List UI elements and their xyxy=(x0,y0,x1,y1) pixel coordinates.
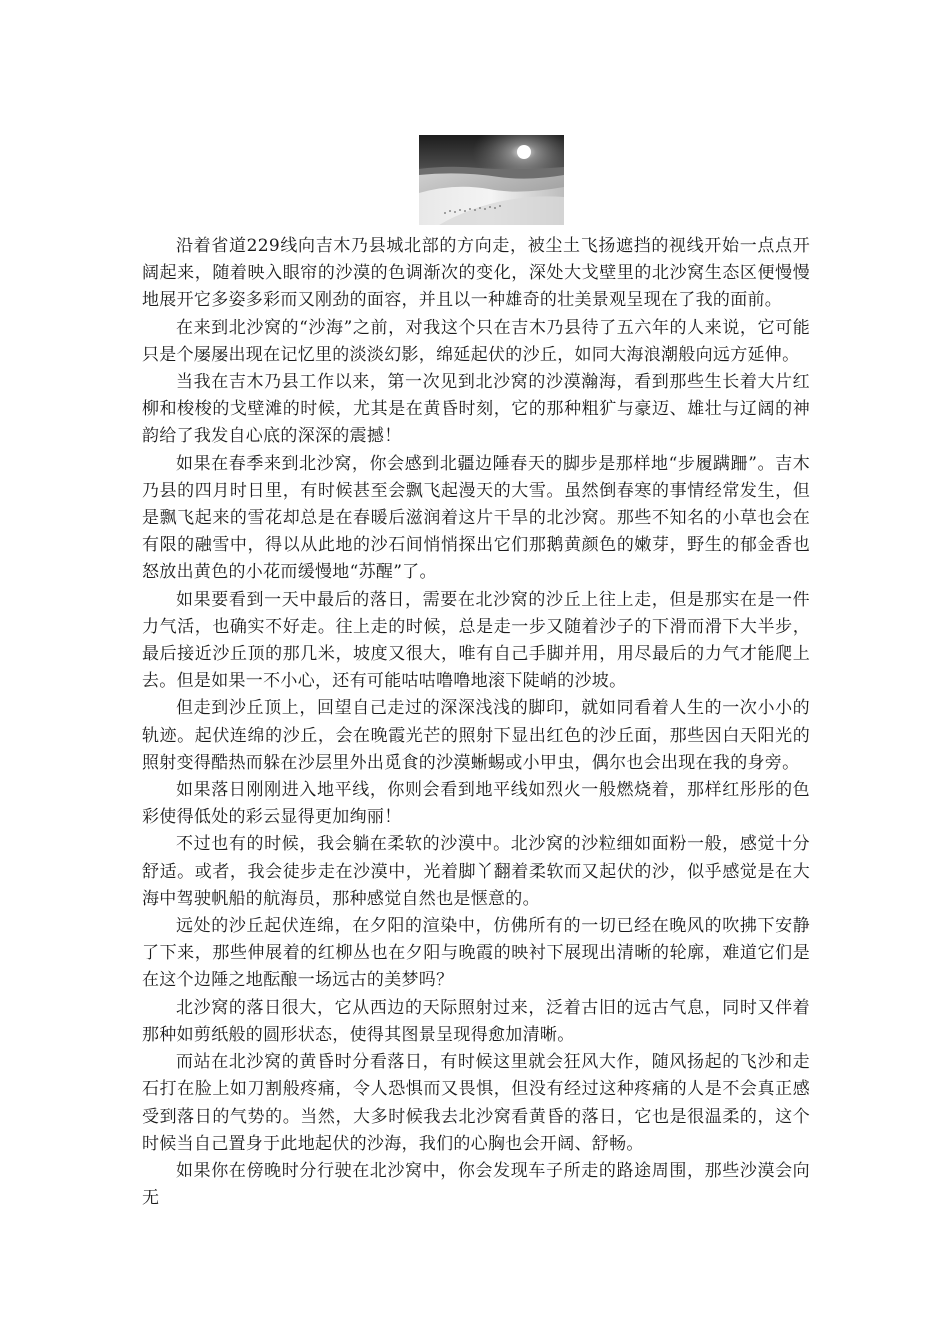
paragraph-12: 如果你在傍晚时分行驶在北沙窝中，你会发现车子所走的路途周围，那些沙漠会向无 xyxy=(142,1160,810,1209)
paragraph-7: 如果落日刚刚进入地平线，你则会看到地平线如烈火一般燃烧着，那样红彤彤的色彩使得低处的彩云显得更加绚丽！ xyxy=(142,780,810,828)
desert-sunset-image xyxy=(419,135,564,225)
paragraph-2: 在来到北沙窝的“沙海”之前，对我这个只在吉木乃县待了五六年的人来说，它可能只是个屡屡出现在记忆里的淡淡幻影，绵延起伏的沙丘，如同大海浪潮般向远方延伸。 xyxy=(142,317,810,365)
paragraph-4: 如果在春季来到北沙窝，你会感到北疆边陲春天的脚步是那样地“步履蹒跚”。吉木乃县的四月时日里，有时候甚至会飘飞起漫天的大雪。虽然倒春寒的事情经常发生，但是飘飞起来的雪花却总是在春暖后滋润着这片干旱的北沙窝。那些不知名的小草也会在有限的融雪中，得以从此地的沙石间悄悄探出它们那鹅黄颜色的嫩芽，野生的郁金香也怒放出黄色的小花而缓慢地“苏醒”了。 xyxy=(142,453,810,583)
paragraph-3: 当我在吉木乃县工作以来，第一次见到北沙窝的沙漠瀚海，看到那些生长着大片红柳和梭梭的戈壁滩的时候，尤其是在黄昏时刻，它的那种粗犷与豪迈、雄壮与辽阔的神韵给了我发自心底的深深的震撼！ xyxy=(142,372,810,447)
article-body xyxy=(142,233,810,1212)
paragraph-8: 不过也有的时候，我会躺在柔软的沙漠中。北沙窝的沙粒细如面粉一般，感觉十分舒适。或者，我会徒步走在沙漠中，光着脚丫翻着柔软而又起伏的沙，似乎感觉是在大海中驾驶帆船的航海员，那种感觉自然也是惬意的。 xyxy=(142,834,810,909)
paragraph-11: 而站在北沙窝的黄昏时分看落日，有时候这里就会狂风大作，随风扬起的飞沙和走石打在脸上如刀割般疼痛，令人恐惧而又畏惧，但没有经过这种疼痛的人是不会真正感受到落日的气势的。当然，大多时候我去北沙窝看黄昏的落日，它也是很温柔的，这个时候当自己置身于此地起伏的沙海，我们的心胸也会开阔、舒畅。 xyxy=(142,1052,810,1154)
paragraph-6: 但走到沙丘顶上，回望自己走过的深深浅浅的脚印，就如同看着人生的一次小小的轨迹。起伏连绵的沙丘，会在晚霞光芒的照射下显出红色的沙丘面，那些因白天阳光的照射变得酷热而躲在沙层里外出觅食的沙漠蜥蜴或小甲虫，偶尔也会出现在我的身旁。 xyxy=(142,698,810,773)
paragraph-10: 北沙窝的落日很大，它从西边的天际照射过来，泛着古旧的远古气息，同时又伴着那种如剪纸般的圆形状态，使得其图景呈现得愈加清晰。 xyxy=(142,997,810,1045)
paragraph-5: 如果要看到一天中最后的落日，需要在北沙窝的沙丘上往上走，但是那实在是一件力气活，也确实不好走。往上走的时候，总是走一步又随着沙子的下滑而滑下大半步，最后接近沙丘顶的那几米，坡度又很大，唯有自己手脚并用，用尽最后的力气才能爬上去。但是如果一不小心，还有可能咕咕噜噜地滚下陡峭的沙坡。 xyxy=(142,589,810,692)
paragraph-9: 远处的沙丘起伏连绵，在夕阳的渲染中，仿佛所有的一切已经在晚风的吹拂下安静了下来，那些伸展着的红柳丛也在夕阳与晚霞的映衬下展现出清晰的轮廓，难道它们是在这个边陲之地酝酿一场远古的美梦吗？ xyxy=(142,916,810,991)
paragraph-1: 沿着省道229线向吉木乃县城北部的方向走，被尘土飞扬遮挡的视线开始一点点开阔起来，随着映入眼帘的沙漠的色调渐次的变化，深处大戈壁里的北沙窝生态区便慢慢地展开它多姿多彩而又刚劲的面容，并且以一种雄奇的壮美景观呈现在了我的面前。 xyxy=(142,236,810,311)
desert-sunset-photo xyxy=(419,135,564,225)
